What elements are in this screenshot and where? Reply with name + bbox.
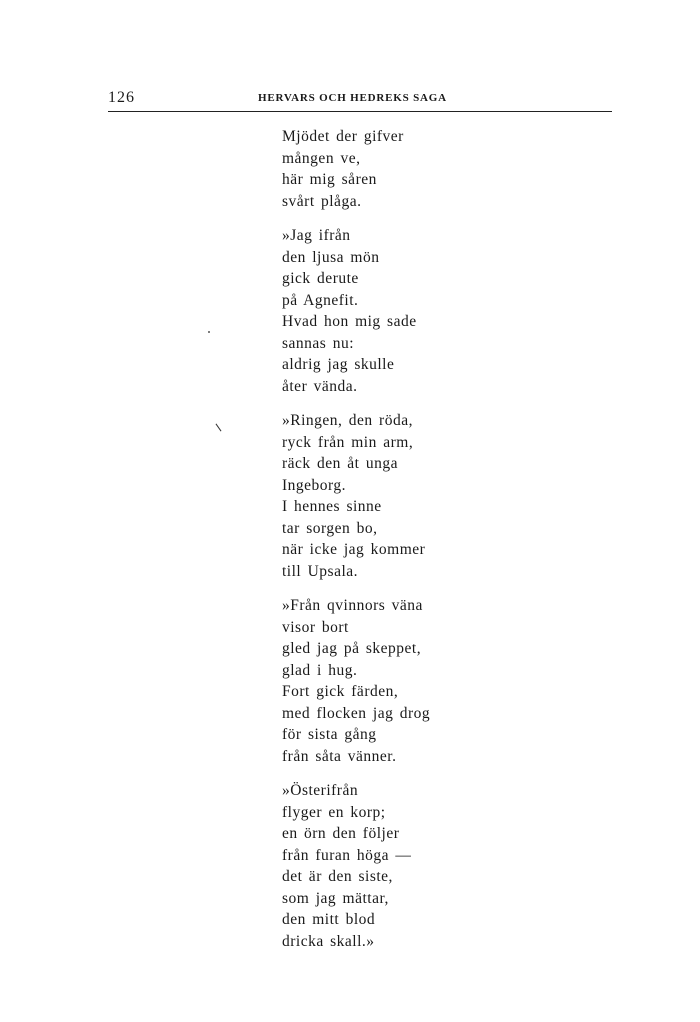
poem-line: gick derute	[282, 270, 359, 287]
poem-line: Ingeborg.	[282, 476, 347, 494]
poem-line: Fort gick färden,	[282, 683, 399, 700]
stanza	[282, 780, 512, 952]
poem-line: på Agnefit.	[282, 291, 359, 309]
poem-line: den ljusa mön	[282, 248, 380, 266]
poem-line: räck den åt unga	[282, 455, 398, 472]
poem-line: I hennes sinne	[282, 498, 382, 515]
running-title: HERVARS OCH HEDREKS SAGA	[258, 92, 447, 104]
poem-line: tar sorgen bo,	[282, 519, 378, 537]
header-rule	[108, 111, 612, 112]
poem-line: för sista gång	[282, 726, 377, 743]
page-header	[108, 88, 612, 110]
poem-line: Mjödet der gifver	[282, 128, 404, 145]
poem-line: visor bort	[282, 618, 349, 636]
poem-line: ryck från min arm,	[282, 433, 414, 451]
poem-line: »Från qvinnors väna	[282, 597, 423, 614]
poem-line: aldrig jag skulle	[282, 356, 395, 373]
poem-line: glad i hug.	[282, 661, 358, 679]
poem-line: när icke jag kommer	[282, 541, 426, 558]
poem-line: flyger en korp;	[282, 803, 386, 821]
scan-speck	[208, 331, 210, 333]
stanza	[282, 126, 512, 212]
poem	[282, 126, 512, 965]
poem-line: svårt plåga.	[282, 192, 362, 210]
poem-line: gled jag på skeppet,	[282, 640, 422, 657]
poem-line: Hvad hon mig sade	[282, 313, 417, 330]
poem-line: här mig såren	[282, 171, 377, 188]
stanza	[282, 225, 512, 397]
poem-line: den mitt blod	[282, 911, 376, 928]
stanza	[282, 595, 512, 767]
poem-line: »Österifrån	[282, 782, 359, 799]
poem-line: från furan höga —	[282, 846, 412, 864]
poem-line: från såta vänner.	[282, 747, 397, 765]
poem-line: en örn den följer	[282, 825, 400, 842]
stanza	[282, 410, 512, 582]
poem-line: som jag mättar,	[282, 889, 389, 907]
poem-line: »Jag ifrån	[282, 227, 351, 244]
poem-line: det är den siste,	[282, 868, 393, 885]
poem-line: dricka skall.»	[282, 932, 375, 950]
poem-line: »Ringen, den röda,	[282, 412, 413, 429]
scan-mark	[216, 424, 222, 432]
poem-line: med flocken jag drog	[282, 704, 431, 722]
page-number: 126	[108, 89, 135, 106]
poem-line: till Upsala.	[282, 562, 359, 580]
poem-line: sannas nu:	[282, 334, 355, 352]
poem-line: mången ve,	[282, 149, 361, 167]
poem-line: åter vända.	[282, 377, 358, 395]
